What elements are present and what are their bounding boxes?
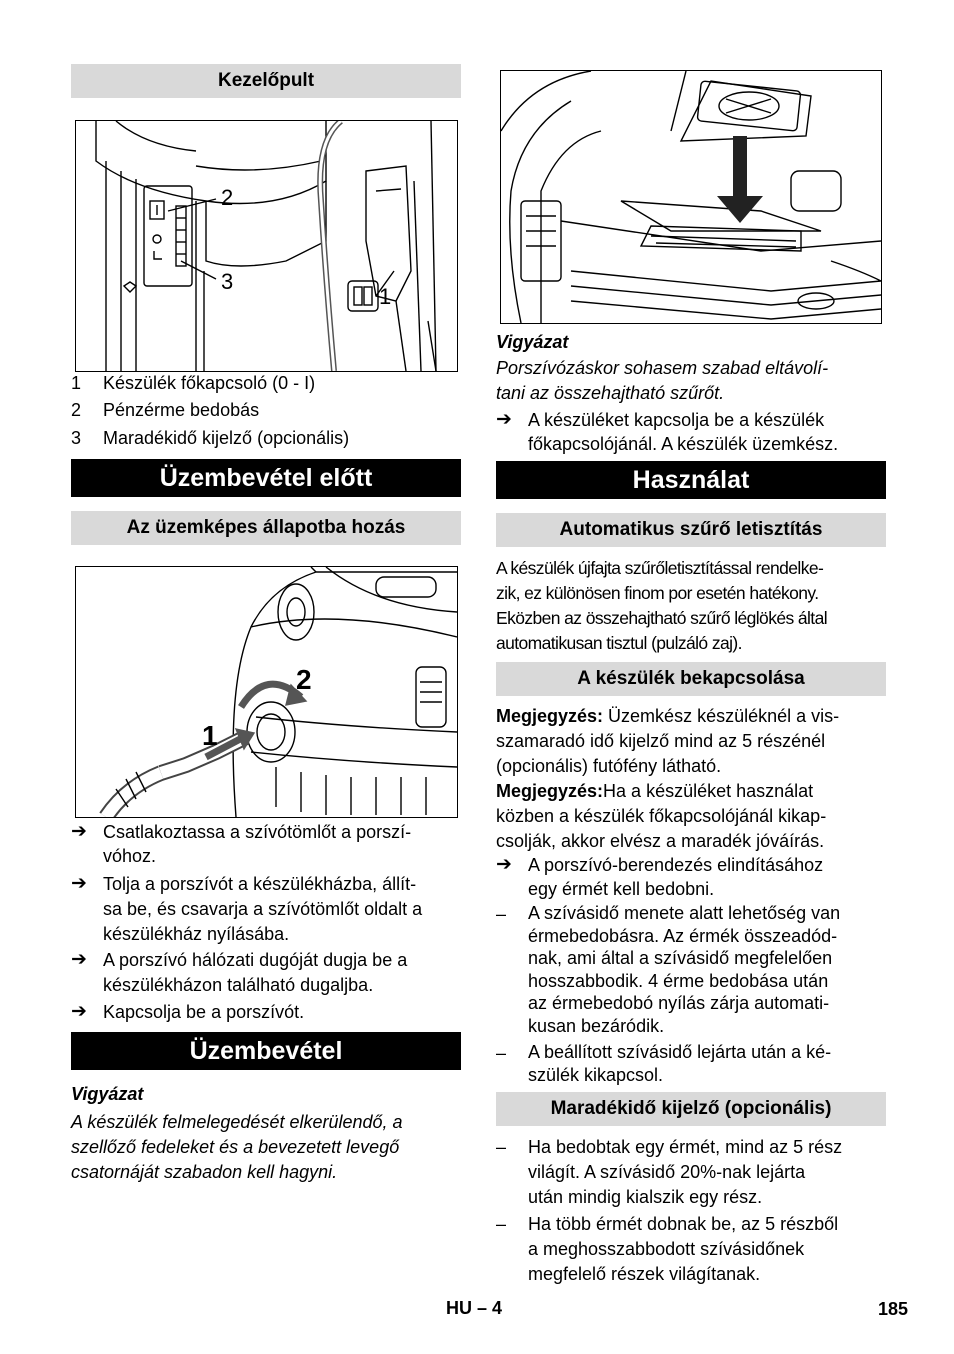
- figure-filter: [500, 70, 882, 324]
- step-start-system: [496, 853, 886, 901]
- control-panel-illustration: [76, 121, 457, 371]
- note-label: Megjegyzés:: [496, 781, 604, 801]
- filter-illustration: [501, 71, 881, 323]
- figure-control-panel: [75, 120, 458, 372]
- step-text: Csatlakoztassa a szívótömlőt a porszí- vóhoz.: [103, 822, 412, 866]
- dash-bullet-icon: –: [496, 904, 507, 924]
- heading-automatikus-szuro: Automatikus szűrő letisztítás: [496, 513, 886, 547]
- dash-bullet-icon: –: [496, 1214, 507, 1234]
- callout-2: 2: [221, 185, 234, 210]
- step-plug-in: [71, 948, 461, 998]
- note-text: Ha a készüléket használat közben a készülék főkapcsolójánál kikap- csolják, akkor elvész a maradék jóváírás.: [496, 781, 827, 851]
- arrow-bullet-icon: ➔: [496, 854, 512, 875]
- legend-number: 2: [71, 400, 82, 420]
- arrow-bullet-icon: ➔: [71, 1001, 87, 1022]
- caution-label: Vigyázat: [71, 1084, 144, 1104]
- display-item-single-coin: [496, 1135, 886, 1210]
- legend-text: Pénzérme bedobás: [103, 400, 260, 420]
- callout-1: 1: [379, 284, 392, 309]
- section-uzembevetel: Üzembevétel: [71, 1032, 461, 1070]
- step-insert-vacuum: [71, 872, 461, 947]
- heading-kezelopult: Kezelőpult: [71, 64, 461, 98]
- footer-page-number: 185: [878, 1299, 909, 1319]
- auto-filter-text: A készülék újfajta szűrőletisztítással rendelke- zik, ez különösen finom por esetén hatékony. Eközben az összehajtható szűrő léglökés által automatikusan tisztul (pulzáló zaj).: [496, 558, 827, 653]
- arrow-bullet-icon: ➔: [71, 949, 87, 970]
- display-text: Ha bedobtak egy érmét, mind az 5 rész világít. A szívásidő 20%-nak lejárta után mindig kialszik egy rész.: [528, 1137, 843, 1207]
- callout-2: 2: [296, 664, 312, 695]
- heading-uzemkepes-allapot: Az üzemképes állapotba hozás: [71, 511, 461, 545]
- step-switch-main: [496, 408, 886, 456]
- heading-bekapcsolasa: A készülék bekapcsolása: [496, 662, 886, 696]
- dash-bullet-icon: –: [496, 1043, 507, 1063]
- step-text: A porszívó-berendezés elindításához egy érmét kell bedobni.: [528, 855, 824, 899]
- dash-bullet-icon: –: [496, 1137, 507, 1157]
- note-2: [496, 779, 886, 854]
- note-text: Üzemkész készüléknél a vis- szamaradó idő kijelző mind az 5 részénél (opcionális) futófény látható.: [496, 706, 840, 776]
- step-text: Tolja a porszívót a készülékházba, állít- sa be, és csavarja a szívótömlőt oldalt a készülékház nyílásába.: [103, 874, 423, 944]
- legend-number: 3: [71, 428, 82, 448]
- step-text: Kapcsolja be a porszívót.: [103, 1002, 305, 1022]
- dash-item-coins: [496, 902, 886, 1037]
- display-text: Ha több érmét dobnak be, az 5 részből a meghosszabbodott szívásidőnek megfelelő részek világítanak.: [528, 1214, 839, 1284]
- arrow-bullet-icon: ➔: [71, 873, 87, 894]
- dash-item-timeout: [496, 1041, 886, 1087]
- heading-maradekido: Maradékidő kijelző (opcionális): [496, 1092, 886, 1126]
- caution-text: A készülék felmelegedését elkerülendő, a szellőző fedeleket és a bevezetett levegő csatornáját szabadon kell hagyni.: [71, 1112, 403, 1182]
- step-text: A porszívó hálózati dugóját dugja be a készülékházon található dugaljba.: [103, 950, 408, 995]
- arrow-bullet-icon: ➔: [496, 409, 512, 430]
- figure-hose-connection: [75, 566, 458, 818]
- note-1: [496, 704, 886, 779]
- caution-text: Porszívózáskor sohasem szabad eltávolí- tani az összehajtható szűrőt.: [496, 358, 829, 403]
- dash-text: A szívásidő menete alatt lehetőség van érmebedobásra. Az érmék összeadód- nak, ami által a szívásidő megfelelően hosszabbodik. 4 érme bedobása után az érmebedobó nyílás zárja automati- kusan bezáródik.: [528, 903, 841, 1036]
- dash-text: A beállított szívásidő lejárta után a ké- szülék kikapcsol.: [528, 1042, 832, 1085]
- hose-connection-illustration: [76, 567, 457, 817]
- section-hasznalat: Használat: [496, 461, 886, 499]
- footer-language-page: HU – 4: [446, 1298, 503, 1318]
- note-label: Megjegyzés:: [496, 706, 604, 726]
- legend-text: Maradékidő kijelző (opcionális): [103, 428, 350, 448]
- step-connect-hose: [71, 820, 461, 868]
- caution-label: Vigyázat: [496, 332, 569, 352]
- callout-1: 1: [202, 720, 218, 751]
- step-text: A készüléket kapcsolja be a készülék főkapcsolójánál. A készülék üzemkész.: [528, 410, 839, 454]
- callout-3: 3: [221, 269, 234, 294]
- step-switch-on: [71, 1000, 461, 1024]
- section-uzembevetel-elott: Üzembevétel előtt: [71, 459, 461, 497]
- legend-number: 1: [71, 373, 82, 393]
- display-item-multiple-coins: [496, 1212, 886, 1287]
- legend-text: Készülék főkapcsoló (0 - I): [103, 373, 316, 393]
- arrow-bullet-icon: ➔: [71, 821, 87, 842]
